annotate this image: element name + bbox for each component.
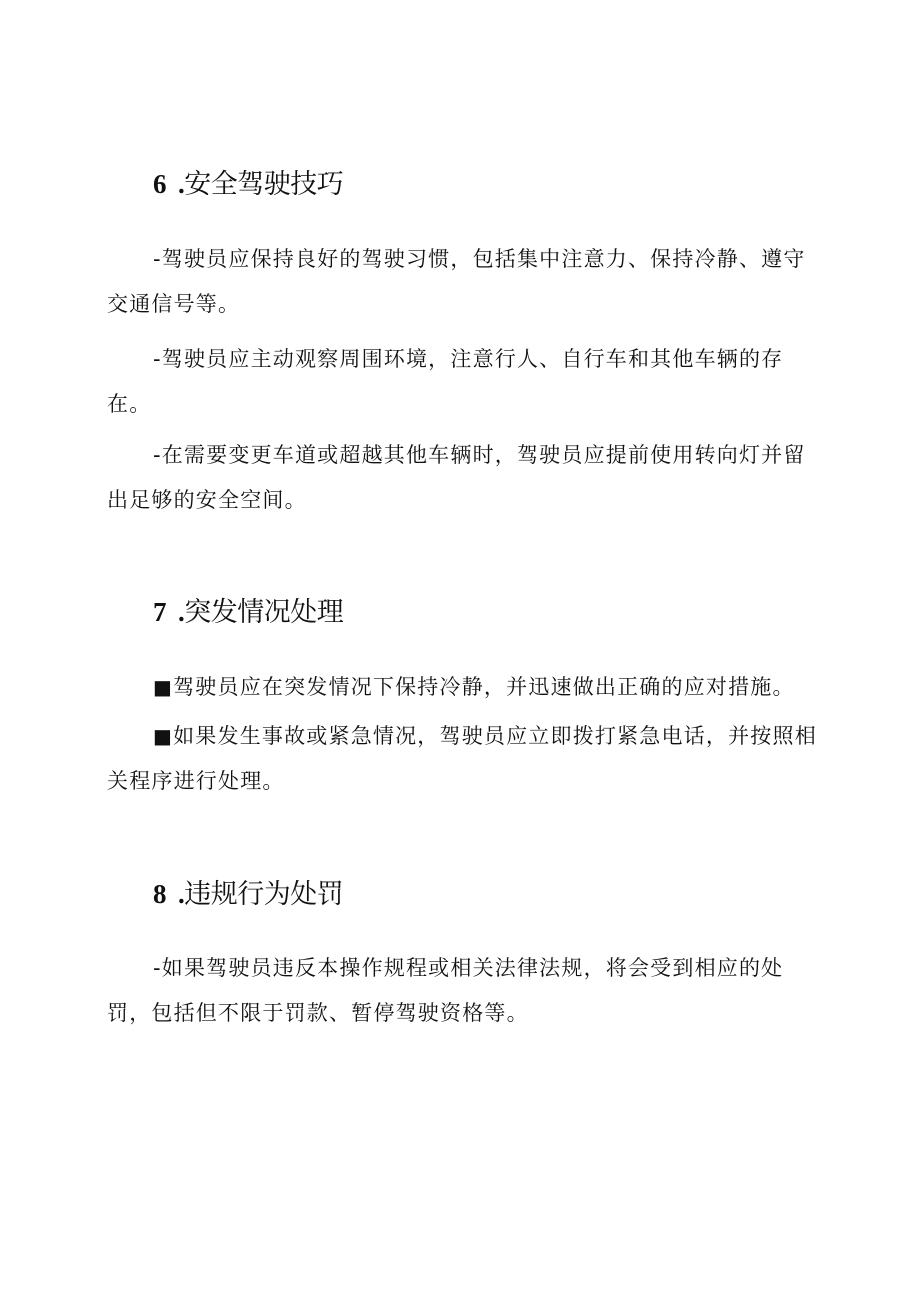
item-text: 驾驶员应保持良好的驾驶习惯，包括集中注意力、保持冷静、遵守交通信号等。 (107, 247, 806, 316)
list-item (107, 337, 827, 427)
section-number: 8 (153, 879, 166, 909)
dash-marker: - (153, 347, 162, 371)
section-heading-8: 8 .违规行为处罚 (153, 879, 344, 910)
dash-marker: - (153, 443, 162, 467)
section-number: 6 (153, 169, 166, 199)
section-heading-6: 6 .安全驾驶技巧 (153, 169, 344, 200)
dash-marker: - (153, 956, 162, 980)
list-item (107, 237, 827, 327)
list-item (107, 946, 827, 1036)
section-heading-7: 7 .突发情况处理 (153, 597, 344, 628)
section-number: 7 (153, 597, 166, 627)
dash-marker: - (153, 247, 162, 271)
section-title: 突发情况处理 (184, 597, 344, 628)
section-title: 违规行为处罚 (184, 879, 344, 910)
item-text: 驾驶员应主动观察周围环境，注意行人、自行车和其他车辆的存在。 (107, 347, 784, 416)
square-bullet-icon: ■ (153, 724, 174, 748)
item-text: 在需要变更车道或超越其他车辆时，驾驶员应提前使用转向灯并留出足够的安全空间。 (107, 443, 806, 512)
item-text: 如果发生事故或紧急情况，驾驶员应立即拨打紧急电话，并按照相关程序进行处理。 (107, 724, 817, 793)
item-text: 如果驾驶员违反本操作规程或相关法律法规，将会受到相应的处罚，包括但不限于罚款、暂停驾驶资格等。 (107, 956, 784, 1025)
square-bullet-icon: ■ (153, 675, 174, 699)
section-title: 安全驾驶技巧 (184, 169, 344, 200)
item-text: 驾驶员应在突发情况下保持冷静，并迅速做出正确的应对措施。 (173, 675, 795, 699)
list-item (107, 433, 827, 523)
list-item (107, 665, 847, 710)
list-item (107, 714, 827, 804)
